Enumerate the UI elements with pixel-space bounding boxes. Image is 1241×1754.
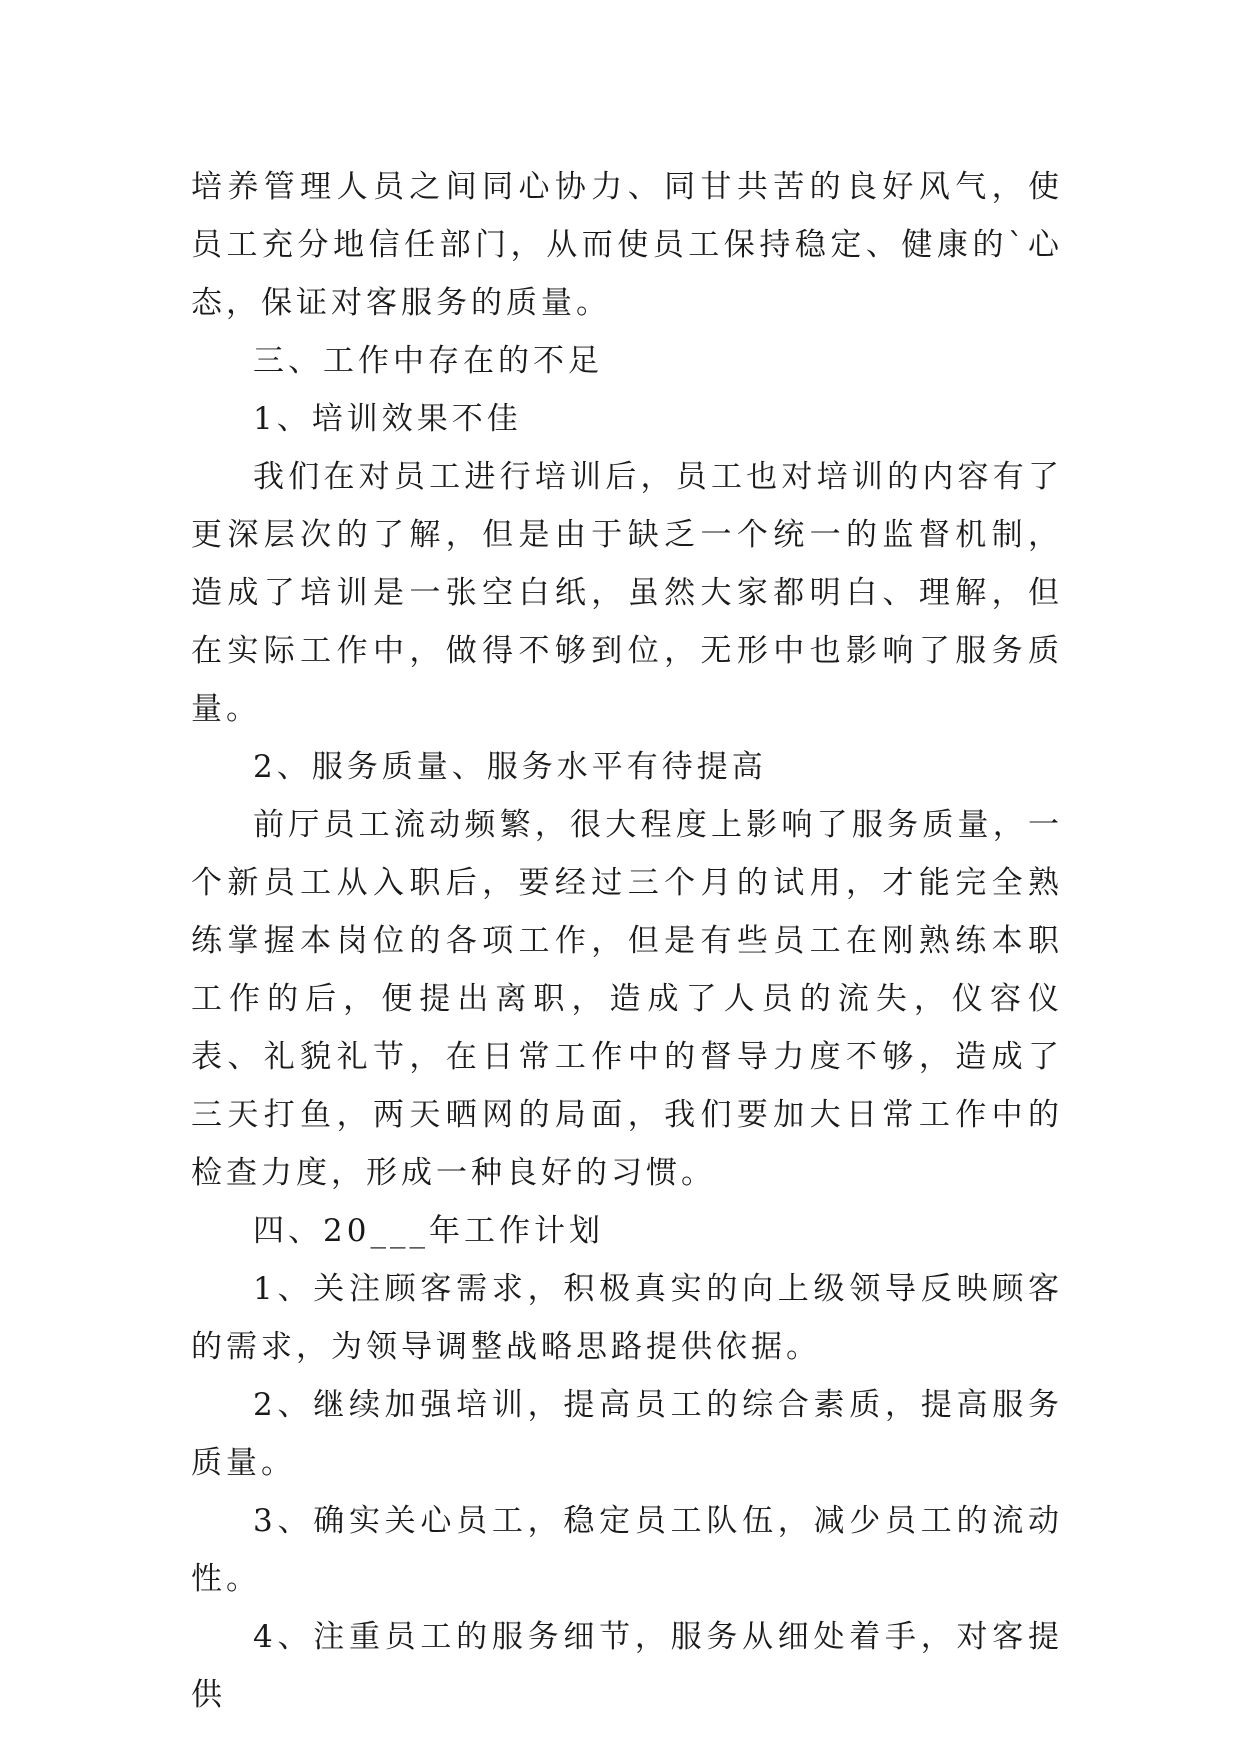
- paragraph-training: 我们在对员工进行培训后，员工也对培训的内容有了更深层次的了解，但是由于缺乏一个统一的监督机制，造成了培训是一张空白纸，虽然大家都明白、理解，但在实际工作中，做得不够到位，无形中也影响了服务质量。: [191, 459, 1063, 727]
- paragraph-staff-turnover: 前厅员工流动频繁，很大程度上影响了服务质量，一个新员工从入职后，要经过三个月的试用，才能完全熟练掌握本岗位的各项工作，但是有些员工在刚熟练本职工作的后，便提出离职，造成了人员的流失，仪容仪表、礼貌礼节，在日常工作中的督导力度不够，造成了三天打鱼，两天晒网的局面，我们要加大日常工作中的检查力度，形成一种良好的习惯。: [191, 807, 1063, 1191]
- subheading-training-effect: 1、培训效果不佳: [253, 401, 522, 437]
- paragraph-continuation: 培养管理人员之间同心协力、同甘共苦的良好风气，使员工充分地信任部门，从而使员工保持稳定、健康的`心态，保证对客服务的质量。: [191, 169, 1063, 321]
- plan-item-2: 2、继续加强培训，提高员工的综合素质，提高服务质量。: [191, 1387, 1063, 1481]
- plan-item-4: 4、注重员工的服务细节，服务从细处着手，对客提供: [191, 1619, 1063, 1713]
- plan-item-1: 1、关注顾客需求，积极真实的向上级领导反映顾客的需求，为领导调整战略思路提供依据。: [191, 1271, 1063, 1365]
- subheading-service-quality: 2、服务质量、服务水平有待提高: [253, 749, 767, 785]
- plan-item-3: 3、确实关心员工，稳定员工队伍，减少员工的流动性。: [191, 1503, 1063, 1597]
- document-body: [191, 158, 1063, 1724]
- section-heading-work-plan: 四、20___年工作计划: [253, 1213, 604, 1249]
- section-heading-shortcomings: 三、工作中存在的不足: [253, 343, 603, 379]
